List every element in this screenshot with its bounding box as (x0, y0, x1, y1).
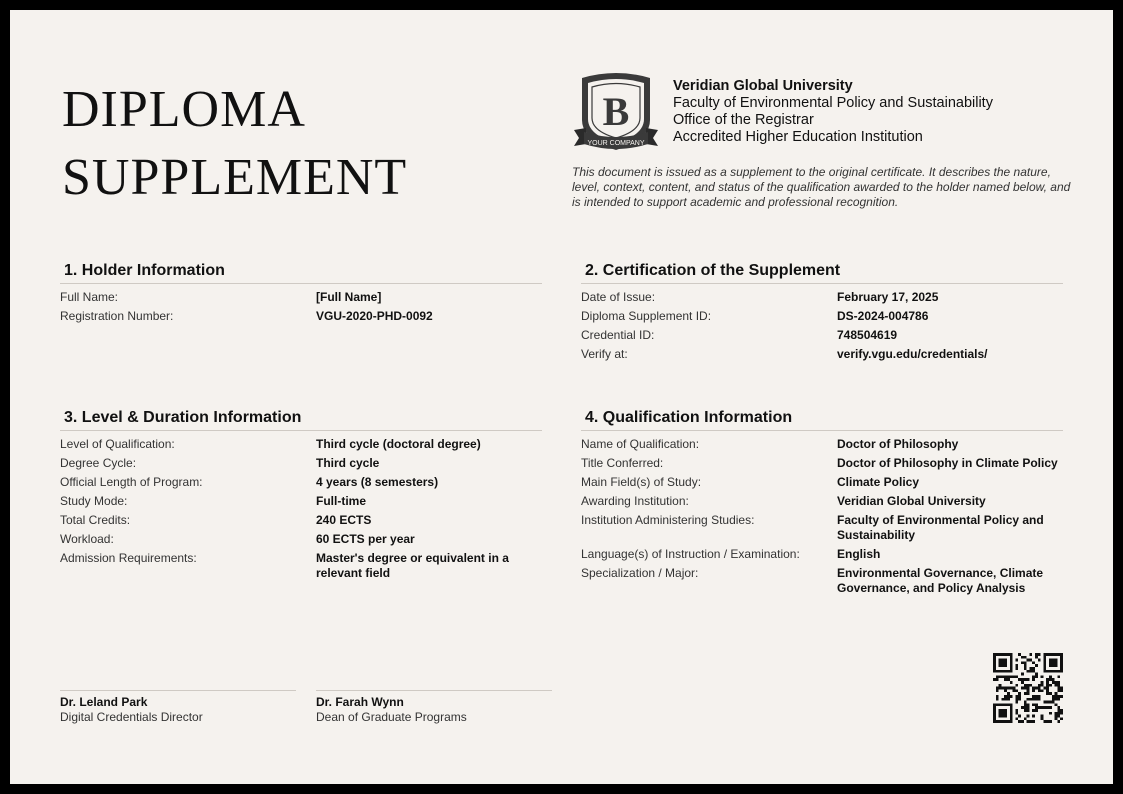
field-value: Doctor of Philosophy in Climate Policy (837, 456, 1058, 470)
document-title (62, 76, 407, 212)
field-value: February 17, 2025 (837, 290, 939, 304)
field-label: Official Length of Program: (60, 475, 203, 489)
field-value: 240 ECTS (316, 513, 372, 527)
intro-text: This document is issued as a supplement to the original certificate. It describes the nature, level, context, content, and status of the qualification awarded to the holder named below, and is intended to support academic and professional recognition. (572, 165, 1071, 209)
field-label: Name of Qualification: (581, 437, 700, 451)
table-row (581, 547, 1063, 562)
field-label: Workload: (60, 532, 114, 546)
table-row (581, 328, 1063, 343)
field-label: Total Credits: (60, 513, 131, 527)
signature-block-1 (60, 690, 296, 725)
field-label: Registration Number: (60, 309, 174, 323)
institution-name: Veridian Global University (673, 78, 853, 94)
field-label: Main Field(s) of Study: (581, 475, 702, 489)
field-label: Study Mode: (60, 494, 128, 508)
logo-letter: B (602, 89, 630, 134)
field-value: 4 years (8 semesters) (316, 475, 439, 489)
field-value: VGU-2020-PHD-0092 (316, 309, 433, 323)
table-row (60, 456, 542, 471)
field-label: Verify at: (581, 347, 628, 361)
institution-block (673, 78, 993, 146)
logo-banner-text: YOUR COMPANY (587, 140, 645, 147)
field-value: [Full Name] (316, 290, 382, 304)
field-label: Date of Issue: (581, 290, 656, 304)
field-label: Admission Requirements: (60, 551, 197, 565)
field-value: 748504619 (837, 328, 898, 342)
field-label: Specialization / Major: (581, 566, 699, 580)
field-value: 60 ECTS per year (316, 532, 415, 546)
field-label: Credential ID: (581, 328, 655, 342)
field-value: Doctor of Philosophy (837, 437, 959, 451)
title-line-2: SUPPLEMENT (62, 149, 408, 206)
field-label: Awarding Institution: (581, 494, 689, 508)
field-label: Level of Qualification: (60, 437, 175, 451)
field-value: Environmental Governance, Climate Governance, and Policy Analysis (837, 566, 1044, 595)
field-value: Third cycle (316, 456, 380, 470)
signatory-name: Dr. Leland Park (60, 695, 148, 709)
table-row (581, 494, 1063, 509)
section-level-duration (60, 409, 542, 585)
field-value: English (837, 547, 881, 561)
field-value: Master's degree or equivalent in a relevant field (316, 551, 509, 580)
field-label: Language(s) of Instruction / Examination: (581, 547, 800, 561)
section-title: 2. Certification of the Supplement (581, 262, 1063, 284)
table-row (60, 513, 542, 528)
field-label: Institution Administering Studies: (581, 513, 755, 527)
institution-office: Office of the Registrar (673, 112, 814, 128)
section-certification (581, 262, 1063, 366)
field-value: Climate Policy (837, 475, 920, 489)
table-row (581, 456, 1063, 471)
table-row (581, 437, 1063, 452)
field-label: Diploma Supplement ID: (581, 309, 712, 323)
table-row (60, 437, 542, 452)
field-value: Full-time (316, 494, 366, 508)
table-row (581, 347, 1063, 362)
table-row (581, 566, 1063, 596)
section-title: 4. Qualification Information (581, 409, 1063, 431)
table-row (60, 551, 542, 581)
signature-block-2 (316, 690, 552, 725)
signatory-name: Dr. Farah Wynn (316, 695, 404, 709)
signatory-role: Dean of Graduate Programs (316, 710, 467, 724)
field-label: Degree Cycle: (60, 456, 137, 470)
qr-code-icon[interactable] (993, 653, 1063, 723)
field-value: DS-2024-004786 (837, 309, 929, 323)
diploma-supplement-page (10, 10, 1113, 784)
signatory-role: Digital Credentials Director (60, 710, 203, 724)
institution-accreditation: Accredited Higher Education Institution (673, 129, 923, 145)
field-label: Full Name: (60, 290, 119, 304)
section-title: 3. Level & Duration Information (60, 409, 542, 431)
university-shield-logo (572, 68, 660, 156)
verify-link[interactable]: verify.vgu.edu/credentials/ (837, 347, 988, 361)
table-row (60, 475, 542, 490)
table-row (60, 290, 542, 305)
table-row (60, 494, 542, 509)
field-value: Faculty of Environmental Policy and Sustainability (837, 513, 1044, 542)
field-label: Title Conferred: (581, 456, 664, 470)
institution-faculty: Faculty of Environmental Policy and Sustainability (673, 95, 993, 111)
section-holder-information (60, 262, 542, 328)
table-row (581, 513, 1063, 543)
section-qualification (581, 409, 1063, 600)
table-row (581, 309, 1063, 324)
table-row (60, 532, 542, 547)
table-row (581, 475, 1063, 490)
section-title: 1. Holder Information (60, 262, 542, 284)
field-value: Veridian Global University (837, 494, 986, 508)
table-row (581, 290, 1063, 305)
field-value: Third cycle (doctoral degree) (316, 437, 481, 451)
title-line-1: DIPLOMA (62, 81, 306, 138)
table-row (60, 309, 542, 324)
